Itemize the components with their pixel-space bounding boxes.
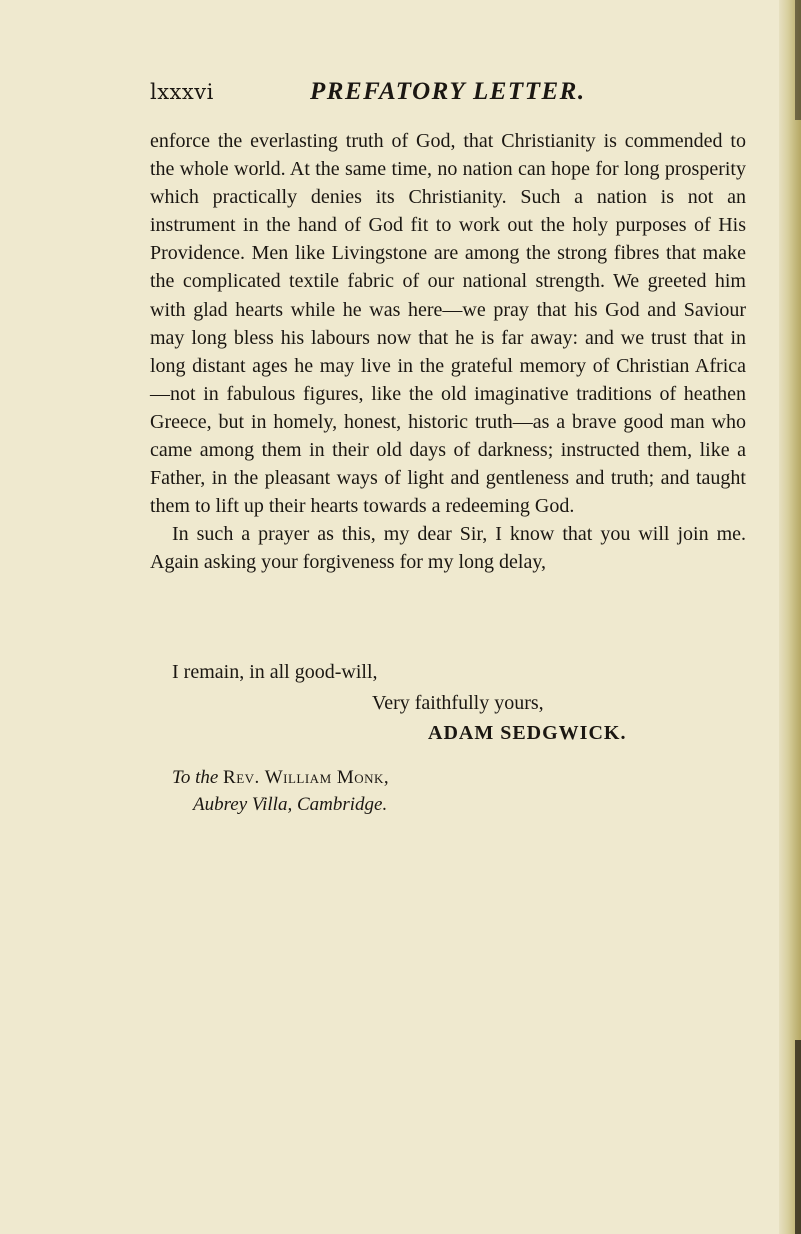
page-edge bbox=[779, 0, 801, 1234]
addressee bbox=[172, 767, 389, 789]
closing-salutation: Very faithfully yours, bbox=[372, 692, 544, 714]
page-header bbox=[150, 72, 750, 112]
addressee-address: Aubrey Villa, Cambridge. bbox=[193, 794, 388, 815]
running-title: PREFATORY LETTER. bbox=[310, 78, 586, 105]
signature: ADAM SEDGWICK. bbox=[428, 722, 627, 744]
page-number: lxxxvi bbox=[150, 80, 214, 104]
body-paragraph: enforce the everlasting truth of God, that Christianity is commended to the whole world. At the same time, no nation can hope for long prosperity which practically denies its Christianity. Such a nation is not an instrument in the hand of God fit to work out the holy purposes of His Providence. Men like Livingstone are among the strong fibres that make the complicated textile fabric of our national strength. We greeted him with glad hearts while he was here—we pray that his God and Saviour may long bless his labours now that he is far away: and we trust that in long distant ages he may live in the grateful memory of Christian Africa—not in fabulous figures, like the old imaginative traditions of heathen Greece, but in homely, honest, historic truth—as a brave good man who came among them in their old days of darkness; instructed them, like a Father, in the pleasant ways of light and gentleness and truth; and taught them to lift up their hearts towards a redeeming God. bbox=[150, 130, 746, 518]
letter-body bbox=[150, 127, 746, 577]
closing-line: I remain, in all good-will, bbox=[172, 661, 378, 683]
addressee-prefix: To the bbox=[172, 767, 219, 788]
addressee-name: Rev. William Monk, bbox=[223, 767, 390, 788]
body-paragraph: In such a prayer as this, my dear Sir, I know that you will join me. Again asking your forgiveness for my long delay, bbox=[150, 523, 746, 574]
